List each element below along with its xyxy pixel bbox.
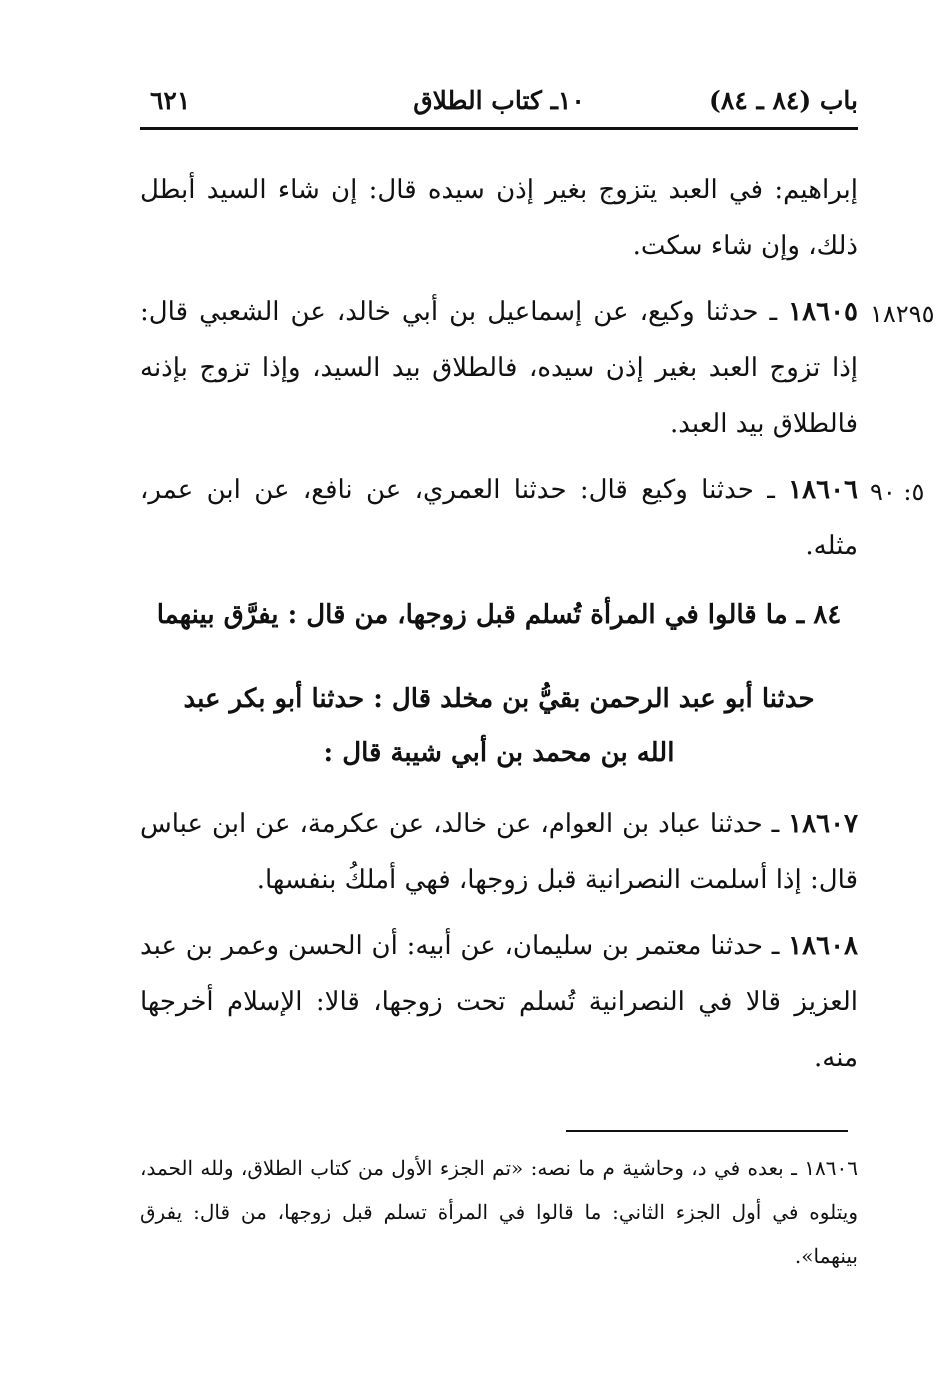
hadith-text: ـ حدثنا معتمر بن سليمان، عن أبيه: أن الحسن وعمر بن عبد العزيز قالا في النصرانية تُسلم تحت زوجها، قالا: الإسلام أخرجها منه. bbox=[140, 931, 858, 1073]
running-head bbox=[140, 82, 858, 122]
book-title: ١٠ـ كتاب الطلاق bbox=[413, 86, 585, 115]
hadith-text: ـ حدثنا عباد بن العوام، عن خالد، عن عكرمة، عن ابن عباس قال: إذا أسلمت النصرانية قبل زوجها، فهي أملكُ بنفسها. bbox=[140, 809, 858, 895]
hadith-18605 bbox=[140, 284, 858, 452]
hadith-18606 bbox=[140, 462, 858, 574]
footnote: ١٨٦٠٦ ـ بعده في د، وحاشية م ما نصه: «تم الجزء الأول من كتاب الطلاق، ولله الحمد، ويتلوه في أول الجزء الثاني: ما قالوا في المرأة تسلم قبل زوجها، من قال: يفرق بينهما». bbox=[140, 1156, 858, 1268]
footnote-rule bbox=[566, 1130, 848, 1132]
chapter-heading: ٨٤ ـ ما قالوا في المرأة تُسلم قبل زوجها، من قال : يفرَّق بينهما bbox=[156, 600, 842, 630]
header-rule bbox=[140, 127, 858, 130]
hadith-18608 bbox=[140, 918, 858, 1086]
paragraph-text: إبراهيم: في العبد يتزوج بغير إذن سيده قال: إن شاء السيد أبطل ذلك، وإن شاء سكت. bbox=[140, 175, 858, 261]
isnad-heading: حدثنا أبو عبد الرحمن بقيُّ بن مخلد قال : حدثنا أبو بكر عبد الله بن محمد بن أبي شيبة قال : bbox=[183, 684, 815, 768]
margin-reference: ٥: ٩٠ bbox=[870, 478, 925, 506]
page-number: ٦٢١ bbox=[150, 86, 191, 115]
hadith-number: ١٨٦٠٧ bbox=[788, 809, 858, 839]
hadith-number: ١٨٦٠٦ bbox=[788, 475, 858, 505]
hadith-text: ـ حدثنا وكيع، عن إسماعيل بن أبي خالد، عن الشعبي قال: إذا تزوج العبد بغير إذن سيده، فالطلاق بيد السيد، وإذا تزوج بإذنه فالطلاق بيد العبد. bbox=[140, 297, 858, 439]
hadith-text: ـ حدثنا وكيع قال: حدثنا العمري، عن نافع، عن ابن عمر، مثله. bbox=[140, 475, 858, 561]
paragraph-continuation bbox=[140, 162, 858, 274]
hadith-number: ١٨٦٠٨ bbox=[788, 931, 858, 961]
section-label: باب (٨٤ ـ ٨٤) bbox=[709, 86, 858, 115]
hadith-number: ١٨٦٠٥ bbox=[788, 297, 858, 327]
hadith-18607 bbox=[140, 796, 858, 908]
margin-reference: ١٨٢٩٥ bbox=[870, 300, 935, 328]
